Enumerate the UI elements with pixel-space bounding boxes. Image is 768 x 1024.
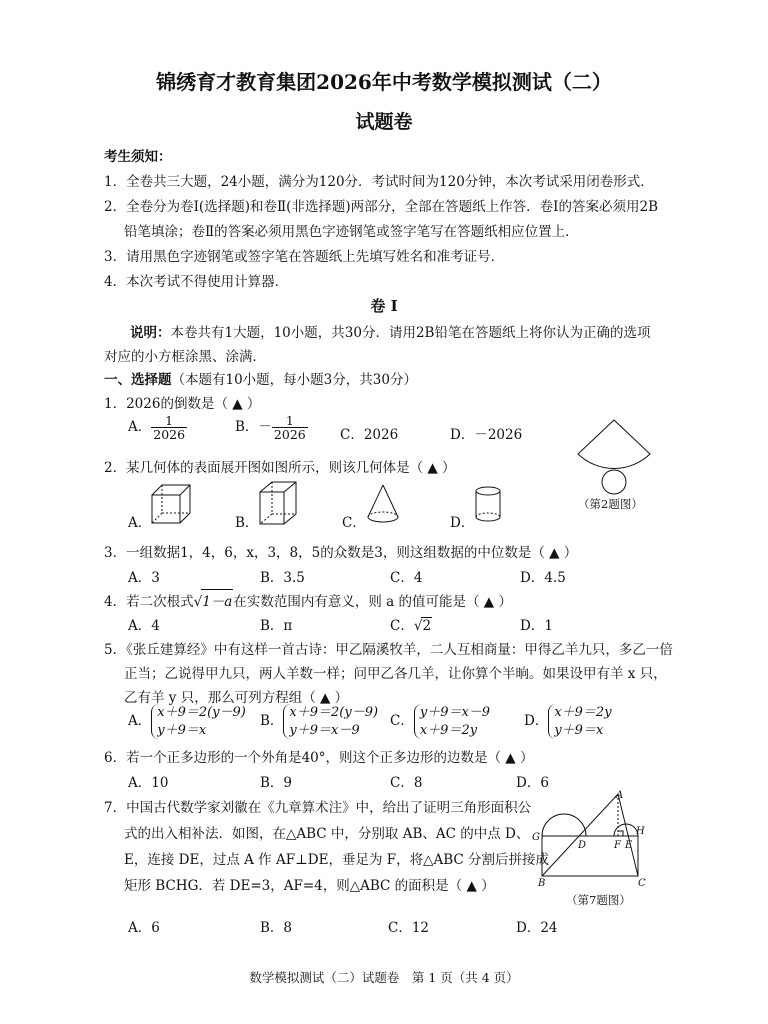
q5-d-eq1: x＋9＝2y bbox=[554, 705, 612, 720]
q5-a-label: A． bbox=[128, 713, 152, 730]
cone-figure bbox=[366, 483, 400, 525]
q1-b-sign: － bbox=[258, 419, 272, 436]
cuboid-figure bbox=[258, 480, 298, 526]
q2-option-c: C． bbox=[342, 515, 366, 531]
q7-line-3: E，连接 DE，过点 A 作 AF⊥DE，垂足为 F，将△ABC 分割后拼接成 bbox=[124, 852, 550, 868]
exam-title: 锦绣育才教育集团2026年中考数学模拟测试（二） bbox=[156, 70, 612, 94]
q4-c-label: C． bbox=[390, 618, 414, 634]
q4-radicand: 1－a bbox=[201, 589, 233, 610]
q1-option-b bbox=[235, 414, 308, 441]
q5-b-eq1: x＋9＝2(y－9) bbox=[289, 705, 379, 720]
q6-option-b: B．9 bbox=[260, 775, 293, 791]
q3-option-b: B．3.5 bbox=[260, 570, 305, 586]
q7-option-a: A．6 bbox=[128, 920, 160, 936]
label-d: D bbox=[578, 840, 587, 851]
label-e: E bbox=[625, 840, 633, 851]
q7-option-d: D．24 bbox=[516, 920, 558, 936]
notice-item-2-cont: 铅笔填涂；卷Ⅱ的答案必须用黑色字迹钢笔或签字笔写在答题纸相应位置上． bbox=[124, 224, 579, 240]
q5-line-1: 5．《张丘建算经》中有这样一首古诗：甲乙隔溪牧羊，二人互相商量：甲得乙羊九只，多乙一倍 bbox=[104, 642, 673, 658]
notice-item-3: 3．请用黑色字迹钢笔或签字笔在答题纸上先填写姓名和准考证号． bbox=[104, 249, 505, 265]
section-note-text: 本卷共有1大题，10小题，共30分．请用2B铅笔在答题纸上将你认为正确的选项 bbox=[170, 325, 651, 341]
q2-net-figure bbox=[576, 418, 656, 498]
q1-a-num: 1 bbox=[151, 414, 187, 428]
q1-b-num: 1 bbox=[272, 414, 308, 428]
q6-option-c: C．8 bbox=[390, 775, 423, 791]
q3-option-a: A．3 bbox=[128, 570, 160, 586]
q1-option-d: D．－2026 bbox=[450, 427, 523, 443]
q6-option-a: A．10 bbox=[128, 775, 169, 791]
q4-c-radicand: 2 bbox=[422, 618, 432, 634]
notice-item-2: 2．全卷分为卷Ⅰ(选择题)和卷Ⅱ(非选择题)两部分，全部在答题纸上作答．卷Ⅰ的答案必须用2B bbox=[104, 199, 659, 215]
q1-option-c: C．2026 bbox=[340, 427, 399, 443]
q5-option-b bbox=[260, 704, 378, 739]
q1-b-den: 2026 bbox=[273, 427, 306, 443]
label-b: B bbox=[538, 878, 546, 889]
q2-option-d: D． bbox=[450, 515, 475, 531]
section-note-label: 说明： bbox=[130, 325, 171, 341]
q5-b-label: B． bbox=[260, 713, 284, 730]
page-footer: 数学模拟测试（二）试题卷 第 1 页（共 4 页） bbox=[249, 970, 519, 985]
q2-figure-caption: （第2题图） bbox=[578, 497, 643, 511]
q7-geometry-figure bbox=[530, 788, 660, 888]
q3-option-c: C．4 bbox=[390, 570, 423, 586]
section-note bbox=[130, 321, 650, 341]
label-c: C bbox=[638, 878, 646, 889]
q4-option-b: B．π bbox=[260, 618, 293, 634]
cube-figure bbox=[150, 483, 192, 525]
q7-line-1: 7．中国古代数学家刘徽在《九章算术注》中，给出了证明三角形面积公 bbox=[104, 800, 532, 816]
exam-subtitle: 试题卷 bbox=[355, 111, 413, 133]
part-heading bbox=[104, 368, 417, 388]
q1-option-a bbox=[128, 414, 187, 441]
q5-option-d bbox=[524, 704, 612, 739]
q5-a-eq1: x＋9＝2(y－9) bbox=[157, 705, 246, 720]
notice-item-1: 1．全卷共三大题，24小题，满分为120分．考试时间为120分钟，本次考试采用闭卷形式． bbox=[104, 174, 654, 190]
q4-option-a: A．4 bbox=[128, 618, 160, 634]
part-label: 一、选择题 bbox=[104, 372, 172, 388]
q7-option-c: C．12 bbox=[388, 920, 430, 936]
q5-c-label: C． bbox=[390, 713, 414, 730]
q1-a-label: A． bbox=[128, 419, 152, 436]
notice-heading: 考生须知： bbox=[104, 149, 172, 165]
q5-a-system bbox=[151, 704, 246, 739]
label-a: A bbox=[616, 790, 624, 801]
q2-stem: 2．某几何体的表面展开图如图所示，则该几何体是（ ▲ ） bbox=[104, 460, 456, 476]
q5-c-eq1: y＋9＝x－9 bbox=[419, 705, 491, 720]
q5-option-c bbox=[390, 704, 490, 739]
q5-c-system bbox=[414, 704, 490, 739]
q4-stem: 4．若二次根式√1－a在实数范围内有意义，则 a 的值可能是（ ▲ ） bbox=[104, 589, 512, 610]
q4-stem-post: 在实数范围内有意义，则 a 的值可能是（ ▲ ） bbox=[233, 594, 512, 610]
q7-line-4: 矩形 BCHG．若 DE=3，AF=4，则△ABC 的面积是（ ▲ ） bbox=[124, 878, 495, 894]
q1-a-fraction bbox=[151, 414, 187, 441]
q5-d-eq2: y＋9＝x bbox=[554, 722, 604, 738]
q1-stem: 1．2026的倒数是（ ▲ ） bbox=[104, 396, 261, 412]
q5-b-system bbox=[283, 704, 378, 739]
label-f: F bbox=[614, 840, 621, 851]
cylinder-figure bbox=[474, 485, 502, 525]
q4-option-c: C．√2 bbox=[390, 618, 432, 634]
q5-b-eq2: y＋9＝x－9 bbox=[289, 722, 360, 738]
q4-option-d: D．1 bbox=[520, 618, 553, 634]
notice-item-4: 4．本次考试不得使用计算器． bbox=[104, 274, 289, 290]
q2-option-b: B． bbox=[235, 515, 259, 531]
q1-a-den: 2026 bbox=[153, 427, 186, 443]
q5-a-eq2: y＋9＝x bbox=[157, 722, 207, 738]
q1-b-label: B． bbox=[235, 419, 259, 436]
part-info: （本题有10小题，每小题3分，共30分） bbox=[171, 372, 417, 388]
q5-c-eq2: x＋9＝2y bbox=[419, 722, 478, 738]
label-h: H bbox=[636, 826, 645, 837]
q5-d-label: D． bbox=[524, 713, 549, 730]
q5-d-system bbox=[548, 704, 611, 739]
q7-line-2: 式的出入相补法．如图，在△ABC 中，分别取 AB、AC 的中点 D、 bbox=[124, 826, 530, 842]
q3-stem: 3．一组数据1，4，6，x，3，8，5的众数是3，则这组数据的中位数是（ ▲ ） bbox=[104, 545, 578, 561]
label-g: G bbox=[532, 832, 540, 843]
q5-option-a bbox=[128, 704, 246, 739]
q4-stem-pre: 4．若二次根式 bbox=[104, 594, 194, 610]
q7-option-b: B．8 bbox=[260, 920, 293, 936]
q6-stem: 6．若一个正多边形的一个外角是40°，则这个正多边形的边数是（ ▲ ） bbox=[104, 750, 534, 766]
q1-b-fraction bbox=[272, 414, 308, 441]
q7-figure-caption: （第7题图） bbox=[566, 893, 631, 907]
section-note-cont: 对应的小方框涂黑、涂满． bbox=[104, 349, 266, 365]
q3-option-d: D．4.5 bbox=[520, 570, 566, 586]
q2-option-a: A． bbox=[128, 515, 152, 531]
q5-line-3: 乙有羊 y 只，那么可列方程组（ ▲ ） bbox=[124, 690, 349, 706]
q6-option-d: D．6 bbox=[516, 775, 549, 791]
q5-line-2: 正当；乙说得甲九只，两人羊数一样；问甲乙各几羊，让你算个半晌。如果设甲有羊 x 只， bbox=[124, 666, 667, 682]
section-title: 卷 Ⅰ bbox=[370, 297, 398, 315]
